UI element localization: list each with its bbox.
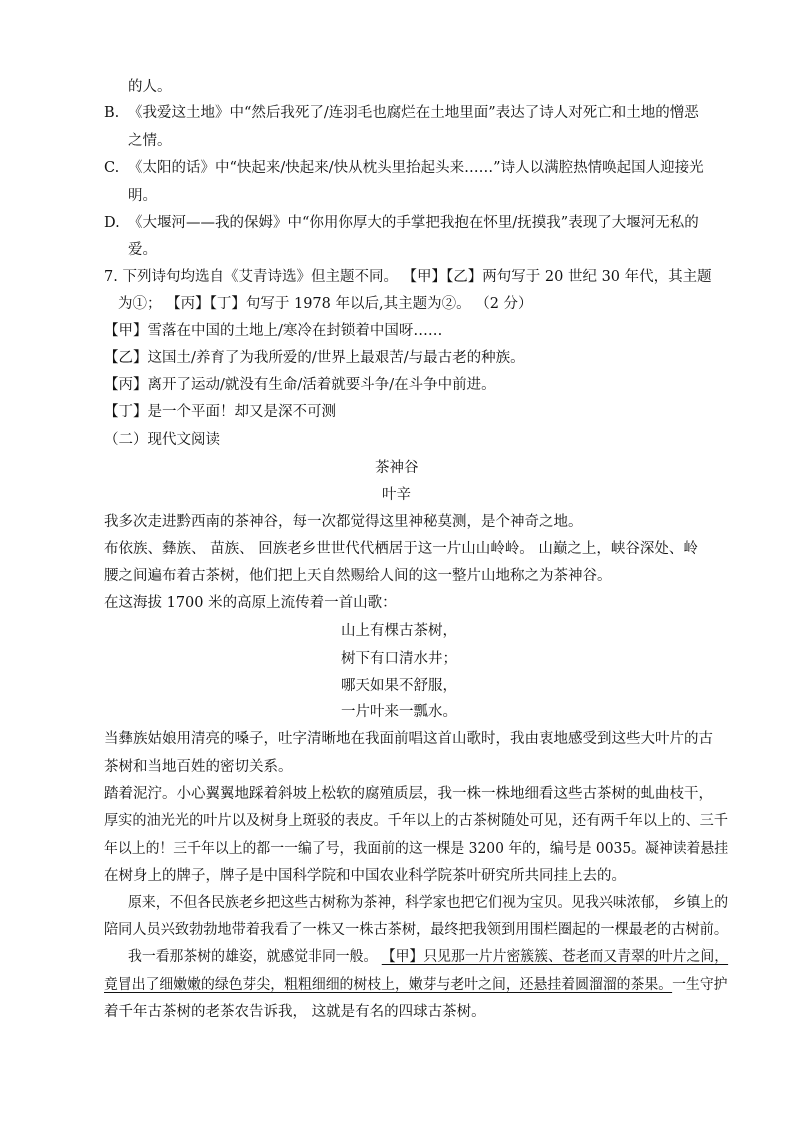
option-d-letter: D. xyxy=(104,215,120,231)
paragraph-7-line-2 xyxy=(104,975,728,995)
paragraph-7-intro: 我一看那茶树的雄姿，就感觉非同一般。 xyxy=(128,949,382,965)
paragraph-6-line-1: 原来，不但各民族老乡把这些古树称为茶神，科学家也把它们视为宝贝。见我兴味浓郁， 乡镇上的 xyxy=(128,895,729,911)
option-b-text: 《我爱这土地》中“然后我死了/连羽毛也腐烂在土地里面”表达了诗人对死亡和土地的憎恶 xyxy=(128,105,699,121)
song-line-1: 山上有棵古茶树， xyxy=(341,623,457,639)
song-line-4: 一片叶来一瓢水。 xyxy=(341,704,457,720)
paragraph-3: 在这海拔 1700 米的高原上流传着一首山歌： xyxy=(104,595,397,611)
paragraph-4-line-2: 茶树和当地百姓的密切关系。 xyxy=(104,759,293,775)
paragraph-7-line-2-rest: 一生守护 xyxy=(672,977,728,993)
paragraph-2-line-2: 腰之间遍布着古茶树，他们把上天自然赐给人间的这一整片山地称之为茶神谷。 xyxy=(104,568,612,584)
paragraph-5-line-4: 在树身上的牌子，牌子是中国科学院和中国农业科学院茶叶研究所共同挂上去的。 xyxy=(104,868,626,884)
paragraph-2-line-1: 布依族、彝族、 苗族、 回族老乡世世代代栖居于这一片山山岭岭。 山巅之上，峡谷深处、岭 xyxy=(104,541,698,557)
article-title: 茶神谷 xyxy=(375,460,419,476)
paragraph-1: 我多次走进黔西南的茶神谷，每一次都觉得这里神秘莫测，是个神奇之地。 xyxy=(104,514,583,530)
option-c-text: 《太阳的话》中“快起来/快起来/快从枕头里抬起头来……”诗人以满腔热情唤起国人迎接光 xyxy=(128,160,704,176)
underlined-passage-jia-cont: 竟冒出了细嫩嫩的绿色芽尖，粗粗细细的树枝上，嫩芽与老叶之间，还悬挂着圆溜溜的茶果。 xyxy=(104,977,673,993)
option-c-letter: C. xyxy=(104,160,120,176)
continuation-text: 的人。 xyxy=(128,79,172,95)
paragraph-4-line-1: 当彝族姑娘用清亮的嗓子，吐字清晰地在我面前唱这首山歌时，我由衷地感受到这些大叶片的古 xyxy=(104,731,713,747)
option-c-text-cont: 明。 xyxy=(128,188,157,204)
option-b-letter: B. xyxy=(104,105,120,121)
poem-line-yi: 【乙】这国土/养育了为我所爱的/世界上最艰苦/与最古老的种族。 xyxy=(104,350,525,366)
section-heading: （二）现代文阅读 xyxy=(104,432,220,448)
paragraph-7-line-1 xyxy=(128,947,728,967)
song-line-2: 树下有口清水井； xyxy=(341,651,457,667)
song-line-3: 哪天如果不舒服， xyxy=(341,678,457,694)
underlined-passage-jia: 【甲】只见那一片片密簇簇、苍老而又青翠的叶片之间， xyxy=(381,949,729,965)
paragraph-5-line-1: 踏着泥泞。小心翼翼地踩着斜坡上松软的腐殖质层，我一株一株地细看这些古茶树的虬曲枝干， xyxy=(104,786,713,802)
poem-line-jia: 【甲】雪落在中国的土地上/寒冷在封锁着中国呀…… xyxy=(104,323,443,339)
paragraph-7-line-3: 着千年古茶树的老茶农告诉我， 这就是有名的四球古茶树。 xyxy=(104,1004,486,1020)
article-author: 叶辛 xyxy=(382,487,411,503)
question-7-stem-cont: 为①； 【丙】【丁】句写于 1978 年以后,其主题为②。 （2 分） xyxy=(118,296,533,312)
question-7-stem: 7. 下列诗句均选自《艾青诗选》但主题不同。 【甲】【乙】两句写于 20 世纪 30 年代，其主题 xyxy=(104,269,712,285)
paragraph-5-line-3: 年以上的！三千年以上的都一一编了号，我面前的这一棵是 3200 年的，编号是 0035。凝神读着悬挂 xyxy=(104,841,729,857)
option-d-text: 《大堰河——我的保姆》中“你用你厚大的手掌把我抱在怀里/抚摸我”表现了大堰河无私的 xyxy=(128,215,699,231)
paragraph-5-line-2: 厚实的油光光的叶片以及树身上斑驳的表皮。千年以上的古茶树随处可见，还有两千年以上的、三千 xyxy=(104,813,729,829)
paragraph-6-line-2: 陪同人员兴致勃勃地带着我看了一株又一株古茶树，最终把我领到用围栏圈起的一棵最老的古树前。 xyxy=(104,922,729,938)
option-d-text-cont: 爱。 xyxy=(128,242,157,258)
poem-line-ding: 【丁】是一个平面！却又是深不可测 xyxy=(104,404,336,420)
option-b-text-cont: 之情。 xyxy=(128,133,172,149)
poem-line-bing: 【丙】离开了运动/就没有生命/活着就要斗争/在斗争中前进。 xyxy=(104,377,496,393)
